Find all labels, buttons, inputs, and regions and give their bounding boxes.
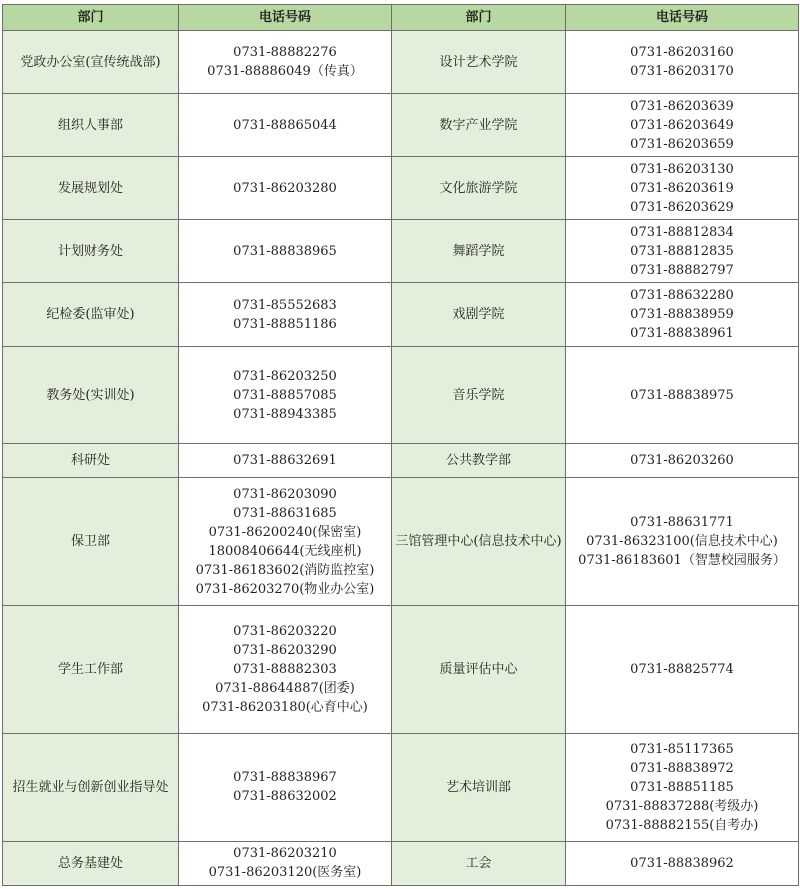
table-body: [3, 31, 799, 886]
phone-number: 0731-86203220: [233, 623, 337, 639]
phone-number: 0731-88631685: [233, 505, 337, 521]
phone-cell: [566, 841, 799, 885]
phone-number: 0731-86203180(心育中心): [202, 699, 368, 715]
phone-cell: [179, 605, 392, 733]
table-row: [3, 94, 799, 157]
phone-number: 0731-86203210: [233, 846, 337, 862]
phone-number: 0731-88882155(自考办): [605, 817, 759, 833]
department-cell: 艺术培训部: [392, 733, 566, 841]
phone-number: 0731-86203639: [630, 98, 734, 114]
phone-number: 0731-88838962: [630, 855, 734, 871]
phone-cell: [566, 444, 799, 478]
table-row: [3, 605, 799, 733]
phone-cell: [566, 733, 799, 841]
phone-number: 0731-86203250: [233, 368, 337, 384]
phone-cell: [566, 31, 799, 94]
phone-number: 0731-88632691: [233, 453, 337, 469]
phone-number: 0731-88812834: [630, 224, 734, 240]
phone-number: 0731-88857085: [233, 387, 337, 403]
phone-number: 0731-88851186: [233, 316, 337, 332]
phone-cell: [179, 478, 392, 605]
phone-number: 0731-86203260: [630, 453, 734, 469]
phone-number: 0731-86203170: [630, 64, 734, 80]
header-dept-right: 部门: [392, 5, 566, 31]
phone-number: 0731-85552683: [233, 297, 337, 313]
phone-number: 0731-86183602(消防监控室): [195, 562, 375, 578]
phone-number: 0731-86203629: [630, 199, 734, 215]
department-cell: 纪检委(监审处): [3, 283, 179, 347]
department-cell: 保卫部: [3, 478, 179, 605]
department-cell: 公共教学部: [392, 444, 566, 478]
phone-number: 0731-85117365: [630, 741, 734, 757]
department-cell: 质量评估中心: [392, 605, 566, 733]
phone-number: 0731-86203280: [233, 180, 337, 196]
phone-number: 0731-86203619: [630, 180, 734, 196]
department-cell: 计划财务处: [3, 220, 179, 283]
department-cell: 数字产业学院: [392, 94, 566, 157]
phone-cell: [179, 283, 392, 347]
phone-cell: [179, 94, 392, 157]
header-dept-left: 部门: [3, 5, 179, 31]
phone-cell: [179, 347, 392, 444]
phone-number: 0731-88886049（传真）: [207, 64, 363, 80]
phone-cell: [566, 283, 799, 347]
phone-number: 0731-86203290: [233, 642, 337, 658]
department-cell: 舞蹈学院: [392, 220, 566, 283]
phone-number: 0731-88943385: [233, 406, 337, 422]
table-row: [3, 283, 799, 347]
phone-number: 0731-88838965: [233, 243, 337, 259]
department-cell: 文化旅游学院: [392, 157, 566, 220]
phone-number: 0731-86200240(保密室): [208, 524, 362, 540]
table-row: [3, 444, 799, 478]
phone-number: 0731-88882276: [233, 45, 337, 61]
department-cell: 发展规划处: [3, 157, 179, 220]
phone-number: 0731-88644887(团委): [215, 680, 355, 696]
header-phone-right: 电话号码: [566, 5, 799, 31]
phone-cell: [179, 841, 392, 885]
phone-cell: [566, 347, 799, 444]
phone-number: 0731-88838972: [630, 760, 734, 776]
phone-number: 0731-88838959: [630, 307, 734, 323]
department-cell: 教务处(实训处): [3, 347, 179, 444]
header-phone-left: 电话号码: [179, 5, 392, 31]
phone-number: 0731-88838961: [630, 326, 734, 342]
phone-directory-table: [2, 4, 799, 886]
phone-number: 0731-88851185: [630, 779, 734, 795]
department-cell: 音乐学院: [392, 347, 566, 444]
phone-number: 0731-86203160: [630, 45, 734, 61]
department-cell: 总务基建处: [3, 841, 179, 885]
phone-cell: [566, 605, 799, 733]
phone-number: 0731-88865044: [233, 117, 337, 133]
phone-number: 0731-86203659: [630, 136, 734, 152]
department-cell: 戏剧学院: [392, 283, 566, 347]
phone-number: 0731-88837288(考级办): [605, 798, 759, 814]
department-cell: 招生就业与创新创业指导处: [3, 733, 179, 841]
department-cell: 工会: [392, 841, 566, 885]
phone-number: 0731-86203270(物业办公室): [195, 581, 375, 597]
department-cell: 三馆管理中心(信息技术中心): [392, 478, 566, 605]
phone-number: 0731-86183601（智慧校园服务）: [578, 553, 786, 569]
phone-cell: [179, 31, 392, 94]
phone-number: 0731-86203090: [233, 486, 337, 502]
phone-number: 0731-86203120(医务室): [208, 865, 362, 881]
phone-number: 0731-88838967: [233, 770, 337, 786]
phone-number: 0731-88825774: [630, 661, 734, 677]
phone-cell: [179, 157, 392, 220]
phone-number: 18008406644(无线座机): [208, 543, 362, 559]
phone-number: 0731-88838975: [630, 387, 734, 403]
header-row: [3, 5, 799, 31]
table-row: [3, 157, 799, 220]
table-row: [3, 841, 799, 885]
phone-number: 0731-86323100(信息技术中心): [586, 534, 778, 550]
table-row: [3, 478, 799, 605]
table-row: [3, 347, 799, 444]
table-row: [3, 733, 799, 841]
phone-cell: [566, 478, 799, 605]
department-cell: 设计艺术学院: [392, 31, 566, 94]
phone-number: 0731-86203649: [630, 117, 734, 133]
department-cell: 科研处: [3, 444, 179, 478]
department-cell: 学生工作部: [3, 605, 179, 733]
phone-number: 0731-88632280: [630, 288, 734, 304]
department-cell: 组织人事部: [3, 94, 179, 157]
phone-number: 0731-88882797: [630, 262, 734, 278]
phone-cell: [566, 220, 799, 283]
phone-number: 0731-88631771: [630, 515, 734, 531]
phone-number: 0731-88632002: [233, 789, 337, 805]
phone-number: 0731-88812835: [630, 243, 734, 259]
phone-number: 0731-88882303: [233, 661, 337, 677]
table-row: [3, 220, 799, 283]
phone-cell: [179, 444, 392, 478]
phone-number: 0731-86203130: [630, 161, 734, 177]
table-row: [3, 31, 799, 94]
phone-cell: [179, 220, 392, 283]
phone-cell: [179, 733, 392, 841]
phone-cell: [566, 157, 799, 220]
phone-cell: [566, 94, 799, 157]
department-cell: 党政办公室(宣传统战部): [3, 31, 179, 94]
